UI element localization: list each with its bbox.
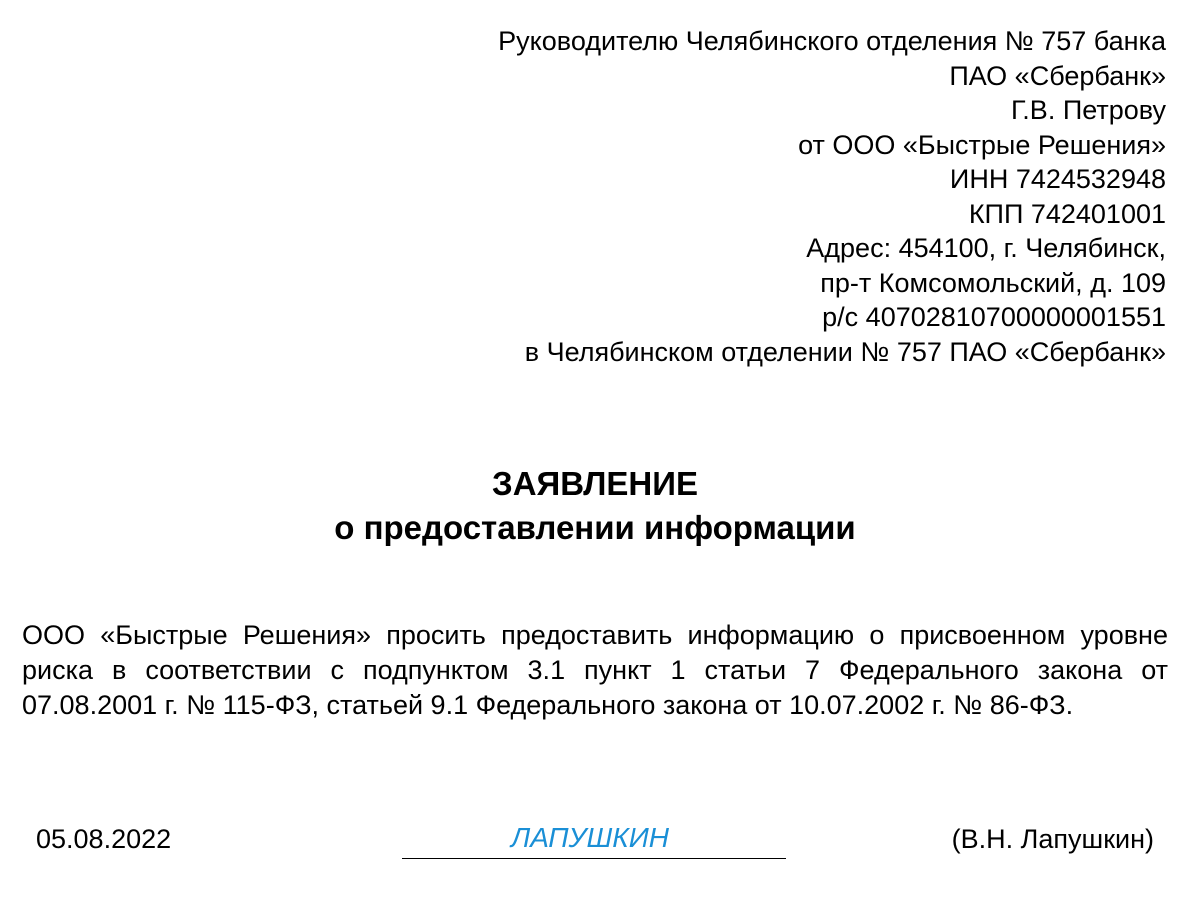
addressee-line: КПП 742401001 — [968, 198, 1166, 229]
document-date: 05.08.2022 — [36, 824, 172, 854]
body-paragraph: ООО «Быстрые Решения» просить предоставить информацию о присвоенном уровне риска в соответствии с подпунктом 3.1 пункт 1 статьи 7 Федерального закона от 07.08.2001 г. № 115-ФЗ, статьей 9.1 Федерального закона от 10.07.2002 г. № 86-ФЗ. — [22, 620, 1168, 720]
addressee-line: от ООО «Быстрые Решения» — [798, 129, 1166, 160]
addressee-line: Адрес: 454100, г. Челябинск, — [806, 233, 1166, 263]
title-line-1: ЗАЯВЛЕНИЕ — [492, 465, 698, 502]
addressee-line: р/с 40702810700000001551 — [822, 302, 1166, 332]
document-title — [0, 462, 1190, 550]
handwritten-signature: ЛАПУШКИН — [511, 822, 669, 853]
signature-row — [0, 820, 1200, 870]
signature-line — [402, 858, 786, 859]
signatory-name: (В.Н. Лапушкин) — [951, 824, 1154, 854]
addressee-line: ПАО «Сбербанк» — [949, 60, 1166, 91]
addressee-line: Г.В. Петрову — [1010, 95, 1166, 125]
addressee-line: пр-т Комсомольский, д. 109 — [820, 267, 1166, 298]
addressee-line: ИНН 7424532948 — [949, 164, 1166, 194]
addressee-line: Руководителю Челябинского отделения № 757 банка — [498, 26, 1166, 56]
addressee-line: в Челябинском отделении № 757 ПАО «Сбербанк» — [524, 336, 1166, 367]
title-line-2: о предоставлении информации — [334, 509, 856, 546]
addressee-block — [406, 24, 1166, 369]
